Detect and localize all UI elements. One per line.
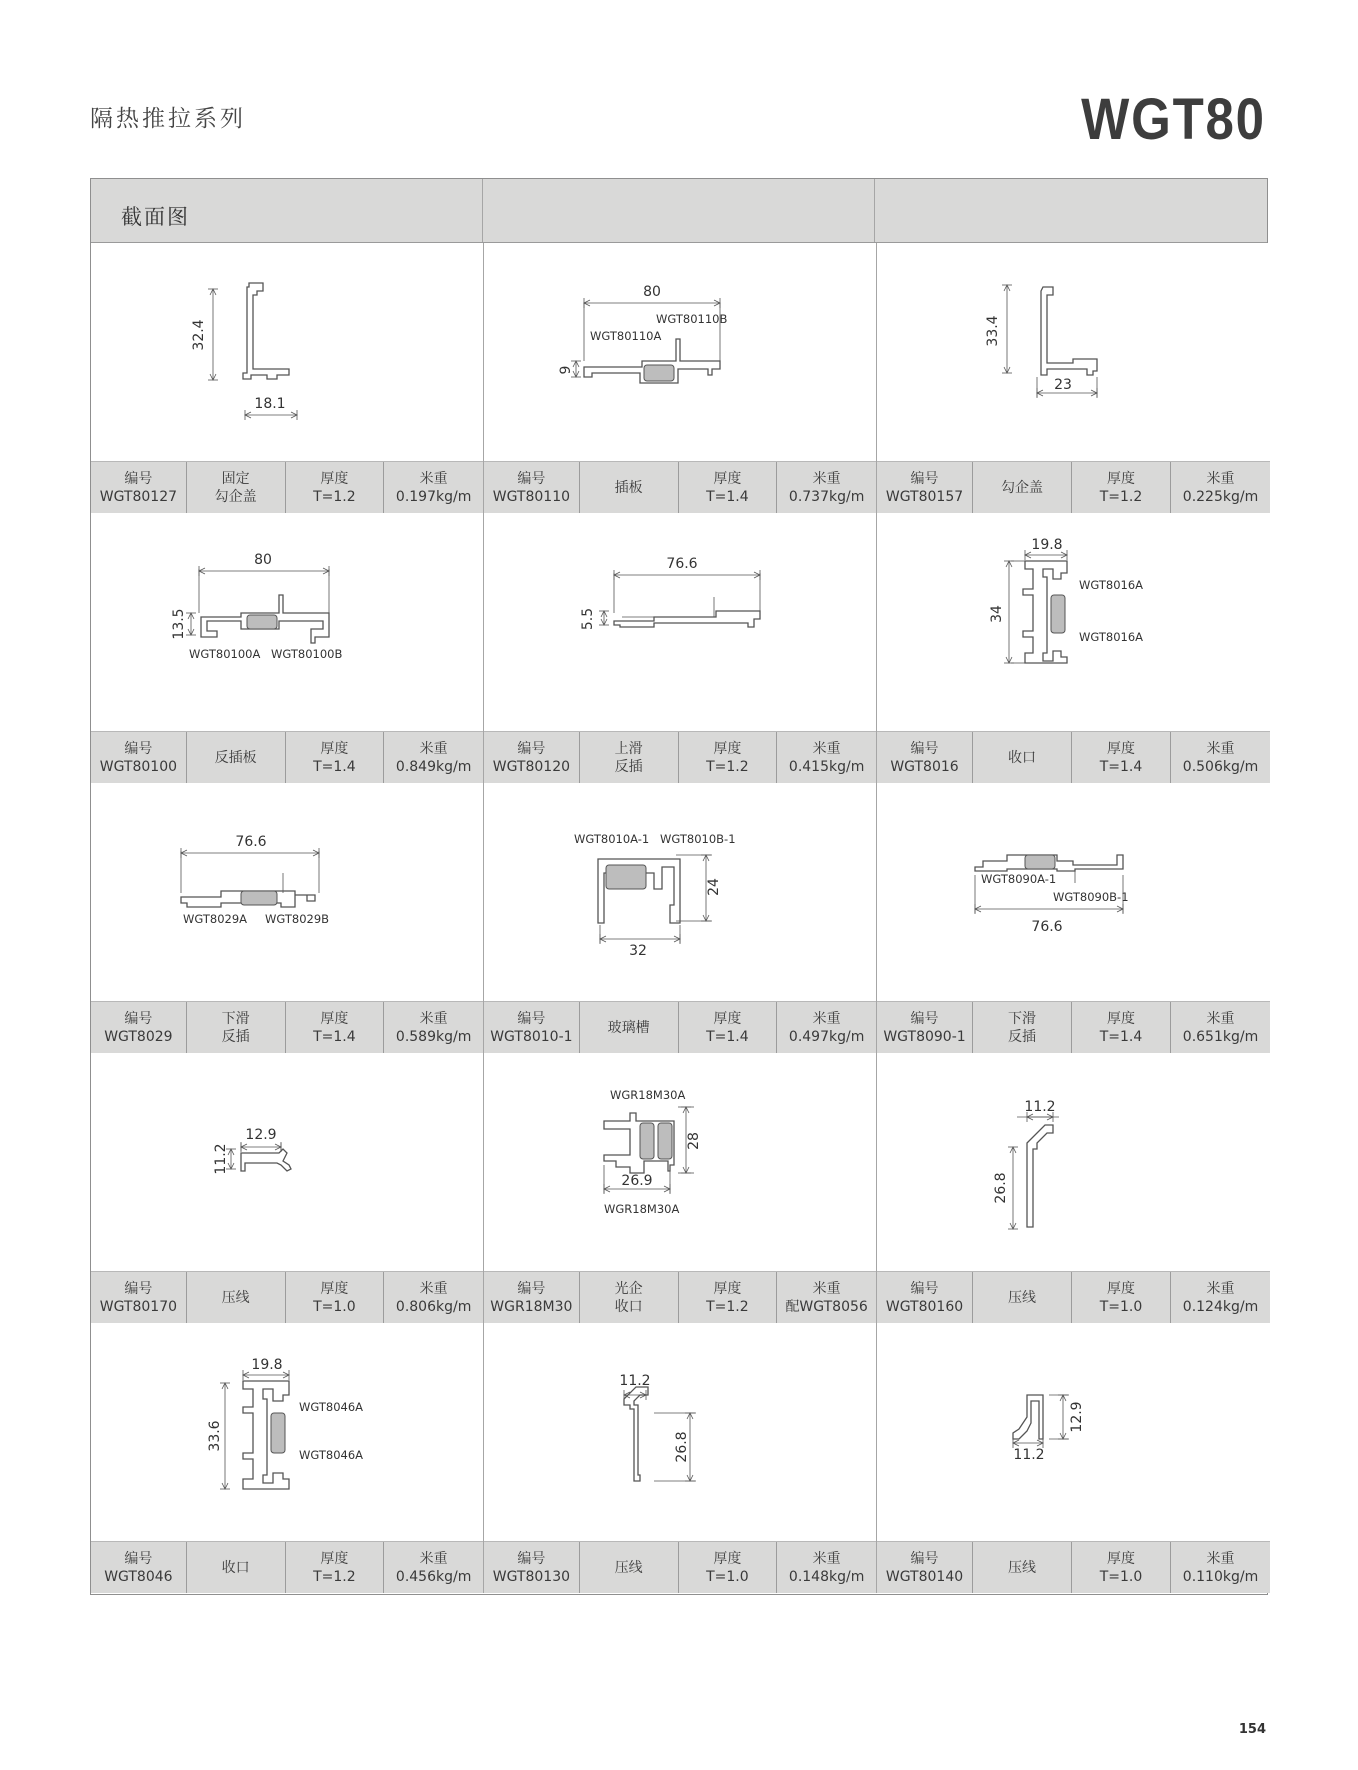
name-cell-text: 勾企盖 bbox=[1001, 479, 1043, 496]
code-cell-text: 编号 bbox=[517, 470, 546, 487]
part-label: WGT8010B-1 bbox=[660, 832, 736, 846]
spec-row bbox=[484, 1541, 876, 1593]
table-header-row bbox=[91, 179, 1267, 243]
dimension-label: 19.8 bbox=[1031, 537, 1063, 553]
dimension-label: 9 bbox=[558, 365, 574, 375]
profile-card bbox=[91, 243, 484, 513]
thickness-cell-text: 厚度 bbox=[1107, 1550, 1135, 1567]
thickness-cell bbox=[679, 1272, 778, 1323]
weight-cell-text: 米重 bbox=[419, 1280, 448, 1297]
code-cell bbox=[877, 1002, 973, 1053]
dimension-label: 18.1 bbox=[254, 396, 286, 412]
dimension-label: 11.2 bbox=[1024, 1099, 1056, 1115]
code-cell-text: 编号 bbox=[124, 1010, 153, 1027]
code-cell-text: WGT80110 bbox=[492, 488, 571, 505]
thickness-cell-text: T=1.2 bbox=[706, 758, 749, 775]
name-cell-text: 反插板 bbox=[214, 749, 257, 766]
profile-card bbox=[877, 1053, 1270, 1323]
code-cell-text: 编号 bbox=[124, 470, 153, 487]
name-cell-text: 固定 bbox=[221, 470, 250, 487]
weight-cell bbox=[1171, 732, 1270, 783]
weight-cell-text: 配WGT8056 bbox=[785, 1298, 868, 1315]
thickness-cell-text: 厚度 bbox=[713, 1280, 742, 1297]
section-drawing bbox=[91, 783, 483, 1001]
section-drawing bbox=[484, 513, 876, 731]
profile-card bbox=[484, 513, 877, 783]
weight-cell-text: 0.148kg/m bbox=[788, 1568, 865, 1585]
thickness-cell-text: 厚度 bbox=[1107, 1280, 1135, 1297]
thickness-cell-text: 厚度 bbox=[1107, 470, 1135, 487]
dimension-label: 23 bbox=[1054, 377, 1072, 393]
profile-cross-section bbox=[91, 243, 483, 462]
series-title: 隔热推拉系列 bbox=[90, 106, 246, 132]
thickness-cell-text: T=1.4 bbox=[313, 758, 356, 775]
weight-cell-text: 0.124kg/m bbox=[1182, 1298, 1259, 1315]
insulation-strip bbox=[241, 891, 277, 905]
part-label: WGT8016A bbox=[1079, 630, 1144, 644]
section-title: 截面图 bbox=[121, 205, 190, 229]
profile-cross-section bbox=[484, 513, 876, 732]
weight-cell-text: 米重 bbox=[812, 1280, 841, 1297]
profile-cross-section bbox=[91, 513, 483, 732]
spec-row bbox=[91, 1271, 483, 1323]
dimension-label: 76.6 bbox=[235, 834, 267, 850]
dimension-label: 5.5 bbox=[580, 607, 596, 631]
profile-card bbox=[877, 1323, 1270, 1593]
name-cell bbox=[973, 1542, 1072, 1593]
profile-cross-section bbox=[877, 1053, 1269, 1272]
section-drawing bbox=[484, 1323, 876, 1541]
code-cell bbox=[877, 1272, 973, 1323]
profile-cross-section bbox=[484, 783, 876, 1002]
weight-cell-text: 米重 bbox=[419, 740, 448, 757]
thickness-cell bbox=[679, 1542, 778, 1593]
spec-row bbox=[91, 1541, 483, 1593]
section-drawing bbox=[91, 1323, 483, 1541]
dimension-label: 80 bbox=[643, 284, 661, 300]
part-label: WGR18M30A bbox=[610, 1088, 686, 1102]
thickness-cell bbox=[679, 1002, 778, 1053]
weight-cell-text: 米重 bbox=[1206, 1280, 1235, 1297]
insulation-strip bbox=[640, 1123, 654, 1159]
weight-cell-text: 米重 bbox=[1206, 1550, 1235, 1567]
profile-card bbox=[484, 783, 877, 1053]
thickness-cell-text: T=1.4 bbox=[1099, 1028, 1143, 1045]
part-label: WGT80100B bbox=[271, 647, 343, 661]
code-cell-text: 编号 bbox=[910, 470, 939, 487]
thickness-cell bbox=[286, 1542, 385, 1593]
spec-row bbox=[484, 1271, 876, 1323]
weight-cell-text: 0.225kg/m bbox=[1182, 488, 1259, 505]
code-cell-text: WGT80157 bbox=[885, 488, 964, 505]
thickness-cell-text: T=1.2 bbox=[313, 1568, 356, 1585]
code-cell-text: WGT80127 bbox=[99, 488, 178, 505]
dimension-label: 19.8 bbox=[251, 1357, 283, 1373]
profile-card bbox=[91, 1323, 484, 1593]
weight-cell-text: 米重 bbox=[419, 1550, 448, 1567]
name-cell bbox=[973, 1272, 1072, 1323]
weight-cell bbox=[384, 462, 483, 513]
name-cell-text: 光企 bbox=[614, 1280, 643, 1297]
name-cell-text: 收口 bbox=[614, 1298, 643, 1315]
weight-cell-text: 0.497kg/m bbox=[788, 1028, 865, 1045]
profile-cross-section bbox=[877, 1323, 1269, 1542]
thickness-cell bbox=[1072, 1542, 1171, 1593]
insulation-strip bbox=[1051, 595, 1065, 633]
profile-card bbox=[91, 513, 484, 783]
code-cell-text: WGT80160 bbox=[885, 1298, 964, 1315]
code-cell-text: WGT8029 bbox=[104, 1028, 173, 1045]
dimension-label: 13.5 bbox=[171, 608, 187, 640]
name-cell bbox=[580, 1002, 679, 1053]
weight-cell bbox=[777, 1002, 876, 1053]
name-cell-text: 上滑 bbox=[614, 740, 643, 757]
code-cell bbox=[91, 462, 187, 513]
profile-row bbox=[91, 1053, 1267, 1323]
code-cell-text: WGT80130 bbox=[492, 1568, 571, 1585]
profile-card bbox=[91, 783, 484, 1053]
thickness-cell bbox=[286, 1002, 385, 1053]
name-cell-text: 反插 bbox=[614, 758, 643, 775]
code-cell-text: WGT80140 bbox=[885, 1568, 964, 1585]
weight-cell bbox=[384, 1542, 483, 1593]
section-drawing bbox=[91, 243, 483, 461]
weight-cell-text: 米重 bbox=[419, 1010, 448, 1027]
code-cell-text: 编号 bbox=[910, 1010, 939, 1027]
header-cell bbox=[91, 179, 483, 242]
thickness-cell-text: T=1.0 bbox=[706, 1568, 749, 1585]
code-cell-text: WGT8046 bbox=[104, 1568, 173, 1585]
thickness-cell-text: T=1.4 bbox=[313, 1028, 356, 1045]
weight-cell bbox=[777, 1542, 876, 1593]
thickness-cell-text: 厚度 bbox=[713, 1550, 742, 1567]
profile-card bbox=[484, 243, 877, 513]
name-cell-text: 反插 bbox=[221, 1028, 250, 1045]
profile-cross-section bbox=[484, 1053, 876, 1272]
weight-cell-text: 米重 bbox=[812, 1010, 841, 1027]
profile-cross-section bbox=[877, 783, 1269, 1002]
section-drawing bbox=[91, 1053, 483, 1271]
thickness-cell bbox=[679, 732, 778, 783]
profile-cross-section bbox=[91, 1323, 483, 1542]
code-cell-text: 编号 bbox=[517, 740, 546, 757]
weight-cell-text: 0.849kg/m bbox=[395, 758, 472, 775]
code-cell-text: WGT8016 bbox=[890, 758, 959, 775]
weight-cell-text: 0.110kg/m bbox=[1182, 1568, 1259, 1585]
dimension-label: 26.9 bbox=[621, 1173, 653, 1189]
profile-card bbox=[484, 1053, 877, 1323]
dimension-label: 80 bbox=[254, 552, 272, 568]
weight-cell bbox=[384, 1002, 483, 1053]
name-cell-text: 下滑 bbox=[1008, 1010, 1036, 1027]
thickness-cell bbox=[286, 1272, 385, 1323]
thickness-cell-text: 厚度 bbox=[320, 470, 349, 487]
insulation-strip bbox=[606, 865, 646, 889]
code-cell-text: WGT80120 bbox=[492, 758, 571, 775]
weight-cell-text: 0.415kg/m bbox=[788, 758, 865, 775]
name-cell bbox=[187, 1002, 286, 1053]
code-cell bbox=[877, 462, 973, 513]
code-cell-text: WGR18M30 bbox=[490, 1298, 573, 1315]
part-label: WGT8046A bbox=[299, 1400, 364, 1414]
thickness-cell-text: T=1.0 bbox=[313, 1298, 356, 1315]
profile-row bbox=[91, 243, 1267, 513]
dimension-label: 32 bbox=[629, 943, 647, 959]
profile-catalog-table bbox=[90, 178, 1268, 1595]
name-cell bbox=[187, 732, 286, 783]
code-cell-text: 编号 bbox=[124, 740, 153, 757]
profile-card bbox=[877, 513, 1270, 783]
name-cell bbox=[580, 462, 679, 513]
profile-row bbox=[91, 513, 1267, 783]
part-label: WGT8090A-1 bbox=[981, 872, 1057, 886]
thickness-cell bbox=[1072, 732, 1171, 783]
dimension-label: 28 bbox=[686, 1132, 702, 1150]
weight-cell-text: 米重 bbox=[1206, 1010, 1235, 1027]
weight-cell-text: 米重 bbox=[1206, 740, 1235, 757]
thickness-cell-text: T=1.2 bbox=[1099, 488, 1143, 505]
part-label: WGT8029A bbox=[183, 912, 248, 926]
weight-cell bbox=[777, 462, 876, 513]
thickness-cell-text: 厚度 bbox=[320, 1010, 349, 1027]
name-cell-text: 反插 bbox=[1008, 1028, 1036, 1045]
name-cell-text: 收口 bbox=[1008, 749, 1036, 766]
section-drawing bbox=[484, 783, 876, 1001]
weight-cell bbox=[1171, 1542, 1270, 1593]
weight-cell bbox=[777, 1272, 876, 1323]
section-drawing bbox=[877, 513, 1270, 731]
code-cell-text: 编号 bbox=[910, 740, 939, 757]
header-cell bbox=[483, 179, 875, 242]
section-drawing bbox=[877, 243, 1270, 461]
spec-row bbox=[91, 1001, 483, 1053]
weight-cell-text: 0.506kg/m bbox=[1182, 758, 1259, 775]
weight-cell bbox=[384, 1272, 483, 1323]
part-label: WGT80100A bbox=[189, 647, 261, 661]
profile-cross-section bbox=[484, 1323, 876, 1542]
code-cell-text: 编号 bbox=[517, 1280, 546, 1297]
spec-row bbox=[91, 461, 483, 513]
thickness-cell bbox=[1072, 1002, 1171, 1053]
thickness-cell-text: 厚度 bbox=[320, 1550, 349, 1567]
name-cell-text: 收口 bbox=[221, 1559, 250, 1576]
profile-card bbox=[484, 1323, 877, 1593]
dimension-label: 76.6 bbox=[666, 556, 698, 572]
thickness-cell bbox=[286, 462, 385, 513]
name-cell-text: 压线 bbox=[221, 1289, 250, 1306]
profile-card bbox=[91, 1053, 484, 1323]
weight-cell-text: 0.806kg/m bbox=[395, 1298, 472, 1315]
profile-cross-section bbox=[877, 243, 1269, 462]
spec-row bbox=[484, 1001, 876, 1053]
profile-row bbox=[91, 783, 1267, 1053]
part-label: WGT80110B bbox=[656, 312, 728, 326]
weight-cell-text: 米重 bbox=[812, 740, 841, 757]
weight-cell-text: 0.737kg/m bbox=[788, 488, 865, 505]
name-cell-text: 压线 bbox=[1008, 1289, 1036, 1306]
thickness-cell-text: 厚度 bbox=[320, 1280, 349, 1297]
code-cell bbox=[91, 732, 187, 783]
dimension-label: 11.2 bbox=[619, 1373, 651, 1389]
dimension-label: 76.6 bbox=[1031, 919, 1063, 935]
insulation-strip bbox=[1025, 855, 1055, 869]
name-cell bbox=[973, 732, 1072, 783]
thickness-cell-text: 厚度 bbox=[713, 470, 742, 487]
thickness-cell-text: T=1.2 bbox=[313, 488, 356, 505]
name-cell bbox=[973, 1002, 1072, 1053]
name-cell bbox=[187, 462, 286, 513]
code-cell-text: 编号 bbox=[517, 1550, 546, 1567]
name-cell-text: 勾企盖 bbox=[214, 488, 257, 505]
dimension-label: 11.2 bbox=[213, 1143, 229, 1175]
code-cell-text: WGT8090-1 bbox=[883, 1028, 966, 1045]
part-label: WGT8046A bbox=[299, 1448, 364, 1462]
weight-cell bbox=[1171, 1002, 1270, 1053]
thickness-cell-text: 厚度 bbox=[713, 1010, 742, 1027]
weight-cell bbox=[384, 732, 483, 783]
dimension-label: 12.9 bbox=[1069, 1401, 1085, 1433]
part-label: WGT8010A-1 bbox=[574, 832, 650, 846]
thickness-cell bbox=[1072, 462, 1171, 513]
spec-row bbox=[877, 1001, 1270, 1053]
code-cell bbox=[91, 1272, 187, 1323]
spec-row bbox=[484, 461, 876, 513]
dimension-label: 12.9 bbox=[245, 1127, 277, 1143]
weight-cell-text: 0.456kg/m bbox=[395, 1568, 472, 1585]
name-cell bbox=[580, 732, 679, 783]
code-cell bbox=[877, 1542, 973, 1593]
profile-cross-section bbox=[877, 513, 1269, 732]
weight-cell-text: 米重 bbox=[419, 470, 448, 487]
spec-row bbox=[877, 1541, 1270, 1593]
thickness-cell-text: T=1.0 bbox=[1099, 1568, 1143, 1585]
code-cell bbox=[91, 1002, 187, 1053]
header-cell bbox=[875, 179, 1267, 242]
weight-cell-text: 0.589kg/m bbox=[395, 1028, 472, 1045]
section-drawing bbox=[877, 1053, 1270, 1271]
name-cell bbox=[973, 462, 1072, 513]
code-cell bbox=[484, 732, 580, 783]
part-label: WGR18M30A bbox=[604, 1202, 680, 1216]
thickness-cell-text: 厚度 bbox=[320, 740, 349, 757]
profile-cross-section bbox=[484, 243, 876, 462]
thickness-cell bbox=[286, 732, 385, 783]
section-drawing bbox=[877, 783, 1270, 1001]
spec-row bbox=[877, 461, 1270, 513]
code-cell bbox=[877, 732, 973, 783]
page-number: 154 bbox=[1238, 1722, 1266, 1737]
name-cell bbox=[187, 1272, 286, 1323]
thickness-cell-text: 厚度 bbox=[1107, 740, 1135, 757]
thickness-cell-text: 厚度 bbox=[713, 740, 742, 757]
code-cell bbox=[91, 1542, 187, 1593]
code-cell bbox=[484, 1272, 580, 1323]
profile-cross-section bbox=[91, 1053, 483, 1272]
code-cell-text: 编号 bbox=[910, 1280, 939, 1297]
name-cell bbox=[187, 1542, 286, 1593]
part-label: WGT8090B-1 bbox=[1053, 890, 1129, 904]
spec-row bbox=[877, 731, 1270, 783]
thickness-cell-text: T=1.4 bbox=[1099, 758, 1143, 775]
weight-cell-text: 米重 bbox=[812, 1550, 841, 1567]
code-cell bbox=[484, 1002, 580, 1053]
code-cell-text: WGT80170 bbox=[99, 1298, 178, 1315]
weight-cell bbox=[1171, 462, 1270, 513]
code-cell-text: WGT8010-1 bbox=[490, 1028, 573, 1045]
dimension-label: 34 bbox=[989, 605, 1005, 623]
profile-cross-section bbox=[91, 783, 483, 1002]
weight-cell-text: 米重 bbox=[812, 470, 841, 487]
thickness-cell-text: T=1.0 bbox=[1099, 1298, 1143, 1315]
weight-cell bbox=[1171, 1272, 1270, 1323]
spec-row bbox=[484, 731, 876, 783]
insulation-strip bbox=[644, 365, 674, 381]
thickness-cell bbox=[1072, 1272, 1171, 1323]
code-cell-text: 编号 bbox=[910, 1550, 939, 1567]
insulation-strip bbox=[247, 615, 277, 629]
section-drawing bbox=[484, 1053, 876, 1271]
weight-cell-text: 0.197kg/m bbox=[395, 488, 472, 505]
name-cell-text: 插板 bbox=[614, 479, 643, 496]
dimension-label: 33.6 bbox=[207, 1420, 223, 1452]
part-label: WGT8029B bbox=[265, 912, 330, 926]
dimension-label: 24 bbox=[706, 878, 722, 896]
thickness-cell-text: T=1.4 bbox=[706, 1028, 749, 1045]
name-cell-text: 玻璃槽 bbox=[607, 1019, 650, 1036]
code-cell bbox=[484, 462, 580, 513]
profile-row bbox=[91, 1323, 1267, 1593]
spec-row bbox=[91, 731, 483, 783]
code-cell-text: 编号 bbox=[517, 1010, 546, 1027]
dimension-label: 26.8 bbox=[674, 1431, 690, 1463]
name-cell-text: 压线 bbox=[1008, 1559, 1036, 1576]
insulation-strip bbox=[271, 1413, 285, 1453]
dimension-label: 33.4 bbox=[985, 315, 1001, 347]
section-drawing bbox=[484, 243, 876, 461]
weight-cell-text: 0.651kg/m bbox=[1182, 1028, 1259, 1045]
profile-card bbox=[877, 783, 1270, 1053]
profile-card bbox=[877, 243, 1270, 513]
name-cell-text: 下滑 bbox=[221, 1010, 250, 1027]
code-cell-text: WGT80100 bbox=[99, 758, 178, 775]
thickness-cell-text: T=1.2 bbox=[706, 1298, 749, 1315]
dimension-label: 11.2 bbox=[1013, 1447, 1045, 1463]
insulation-strip bbox=[658, 1123, 672, 1159]
name-cell bbox=[580, 1542, 679, 1593]
part-label: WGT8016A bbox=[1079, 578, 1144, 592]
dimension-label: 32.4 bbox=[191, 319, 207, 351]
part-label: WGT80110A bbox=[590, 329, 662, 343]
name-cell-text: 压线 bbox=[614, 1559, 643, 1576]
section-drawing bbox=[877, 1323, 1270, 1541]
spec-row bbox=[877, 1271, 1270, 1323]
weight-cell bbox=[777, 732, 876, 783]
model-title: WGT80 bbox=[1081, 87, 1266, 152]
thickness-cell bbox=[679, 462, 778, 513]
thickness-cell-text: T=1.4 bbox=[706, 488, 749, 505]
section-drawing bbox=[91, 513, 483, 731]
code-cell-text: 编号 bbox=[124, 1280, 153, 1297]
name-cell bbox=[580, 1272, 679, 1323]
thickness-cell-text: 厚度 bbox=[1107, 1010, 1135, 1027]
code-cell bbox=[484, 1542, 580, 1593]
dimension-label: 26.8 bbox=[993, 1172, 1009, 1204]
weight-cell-text: 米重 bbox=[1206, 470, 1235, 487]
code-cell-text: 编号 bbox=[124, 1550, 153, 1567]
profile-grid bbox=[91, 243, 1267, 1593]
